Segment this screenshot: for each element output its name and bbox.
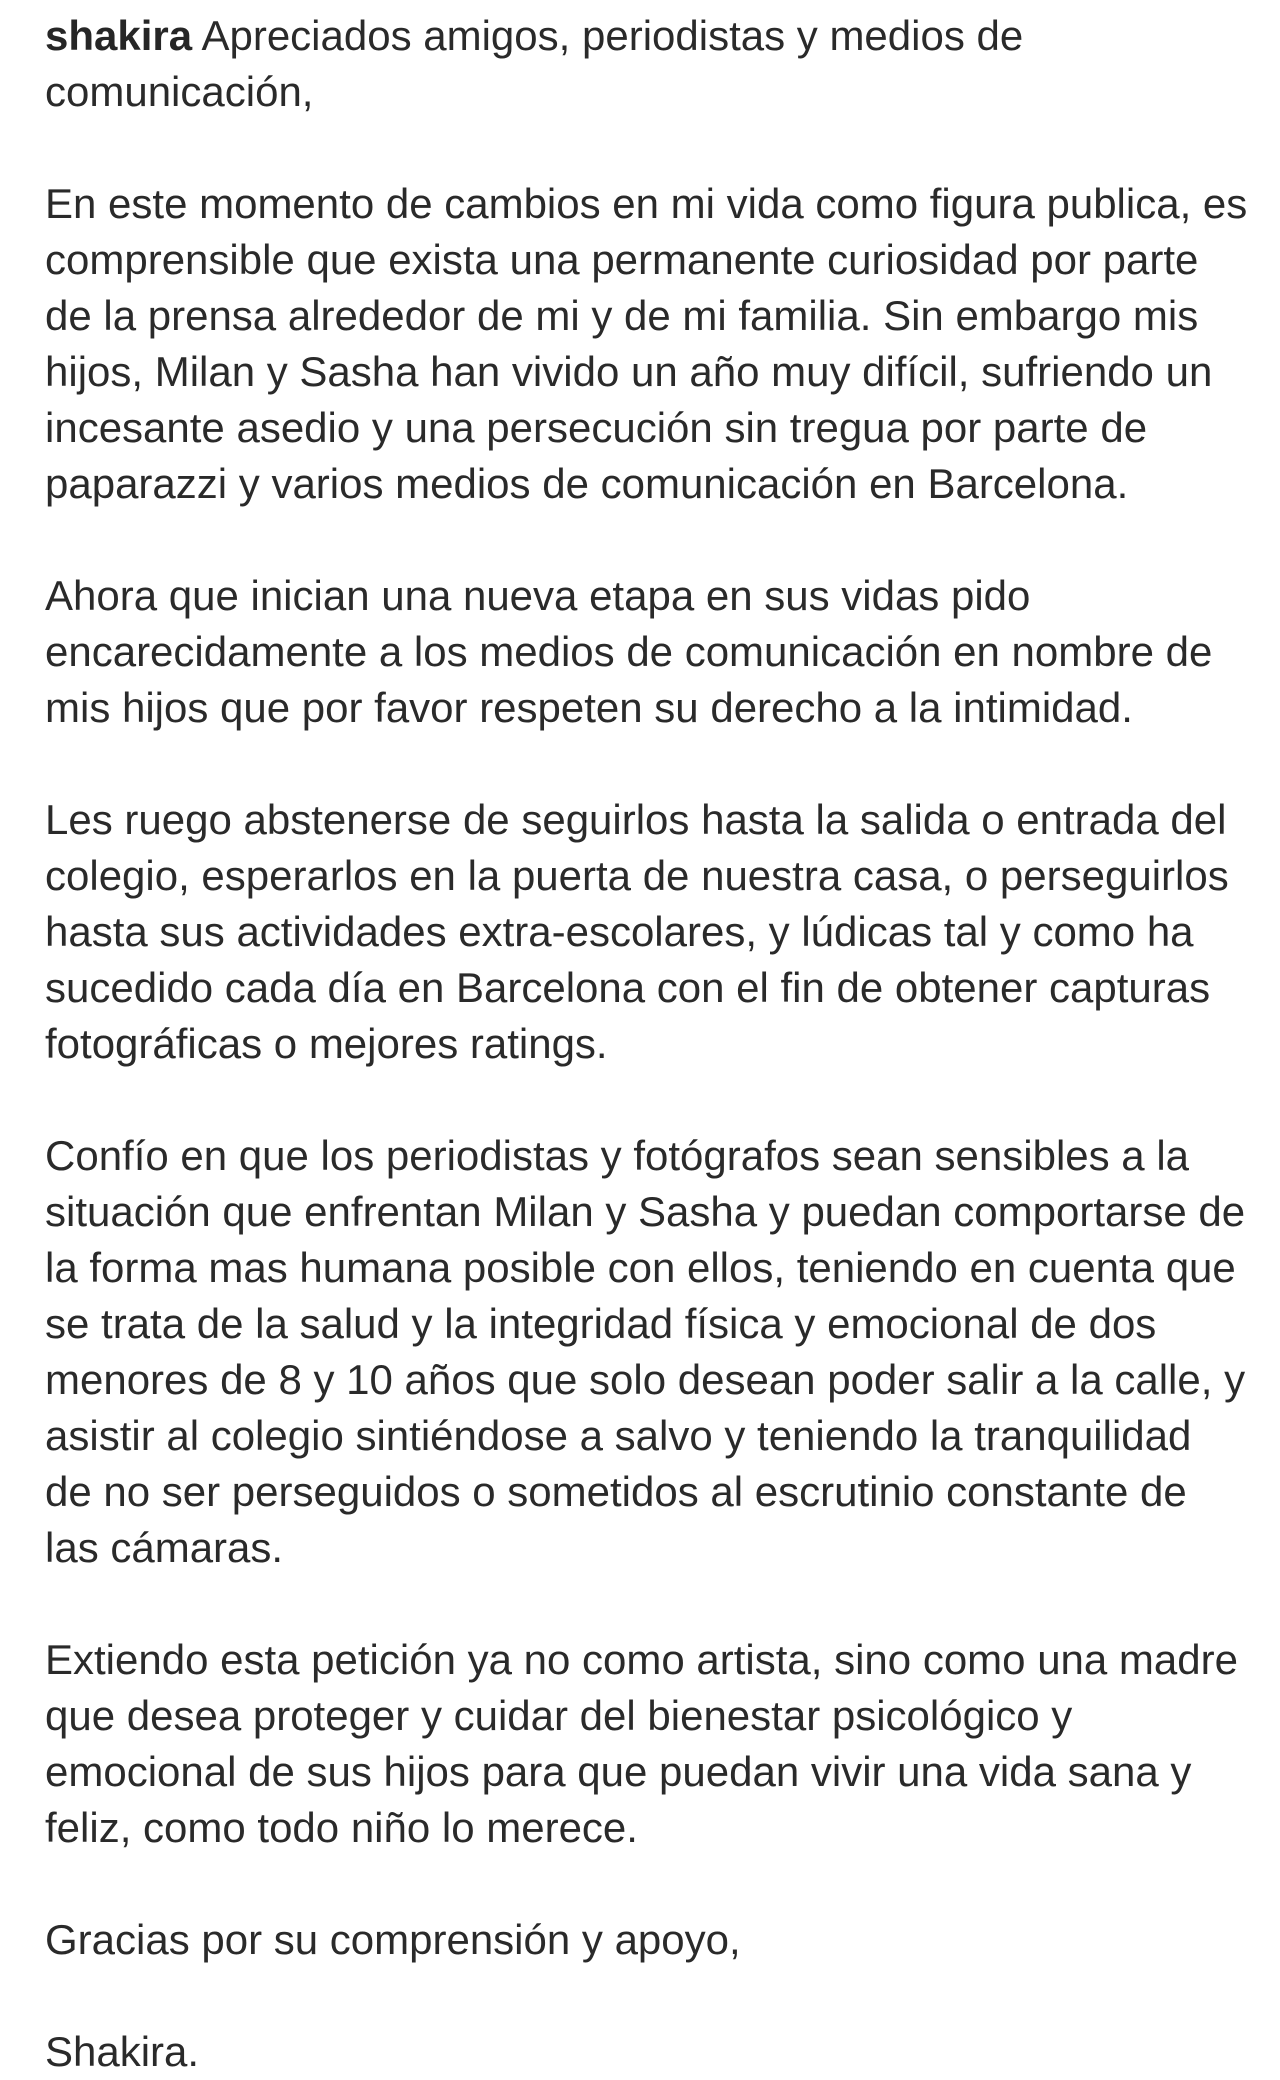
caption-paragraph: Ahora que inician una nueva etapa en sus vidas pido encarecidamente a los medios de comunicación en nombre de mis hijos que por favor respeten su derecho a la intimidad. (45, 572, 1213, 731)
caption-closing: Gracias por su comprensión y apoyo, (45, 1916, 741, 1963)
caption-paragraph: Extiendo esta petición ya no como artista, sino como una madre que desea proteger y cuidar del bienestar psicológico y emocional de sus hijos para que puedan vivir una vida sana y feliz, como todo niño lo merece. (45, 1636, 1238, 1851)
caption-signature: Shakira. (45, 2028, 200, 2075)
caption-greeting (45, 8, 1255, 120)
caption-paragraph: Confío en que los periodistas y fotógrafos sean sensibles a la situación que enfrentan Milan y Sasha y puedan comportarse de la forma mas humana posible con ellos, teniendo en cuenta que se trata de la salud y la integridad física y emocional de dos menores de 8 y 10 años que solo desean poder salir a la calle, y asistir al colegio sintiéndose a salvo y teniendo la tranquilidad de no ser perseguidos o sometidos al escrutinio constante de las cámaras. (45, 1132, 1246, 1571)
caption-paragraph: Les ruego abstenerse de seguirlos hasta la salida o entrada del colegio, esperarlos en la puerta de nuestra casa, o perseguirlos hasta sus actividades extra-escolares, y lúdicas tal y como ha sucedido cada día en Barcelona con el fin de obtener capturas fotográficas o mejores ratings. (45, 796, 1229, 1067)
post-caption (45, 8, 1255, 2080)
username-link[interactable]: shakira (45, 12, 193, 59)
caption-paragraph: En este momento de cambios en mi vida como figura publica, es comprensible que exista una permanente curiosidad por parte de la prensa alrededor de mi y de mi familia. Sin embargo mis hijos, Milan y Sasha han vivido un año muy difícil, sufriendo un incesante asedio y una persecución sin tregua por parte de paparazzi y varios medios de comunicación en Barcelona. (45, 180, 1248, 507)
greeting-text: Apreciados amigos, periodistas y medios de comunicación, (45, 12, 1024, 115)
